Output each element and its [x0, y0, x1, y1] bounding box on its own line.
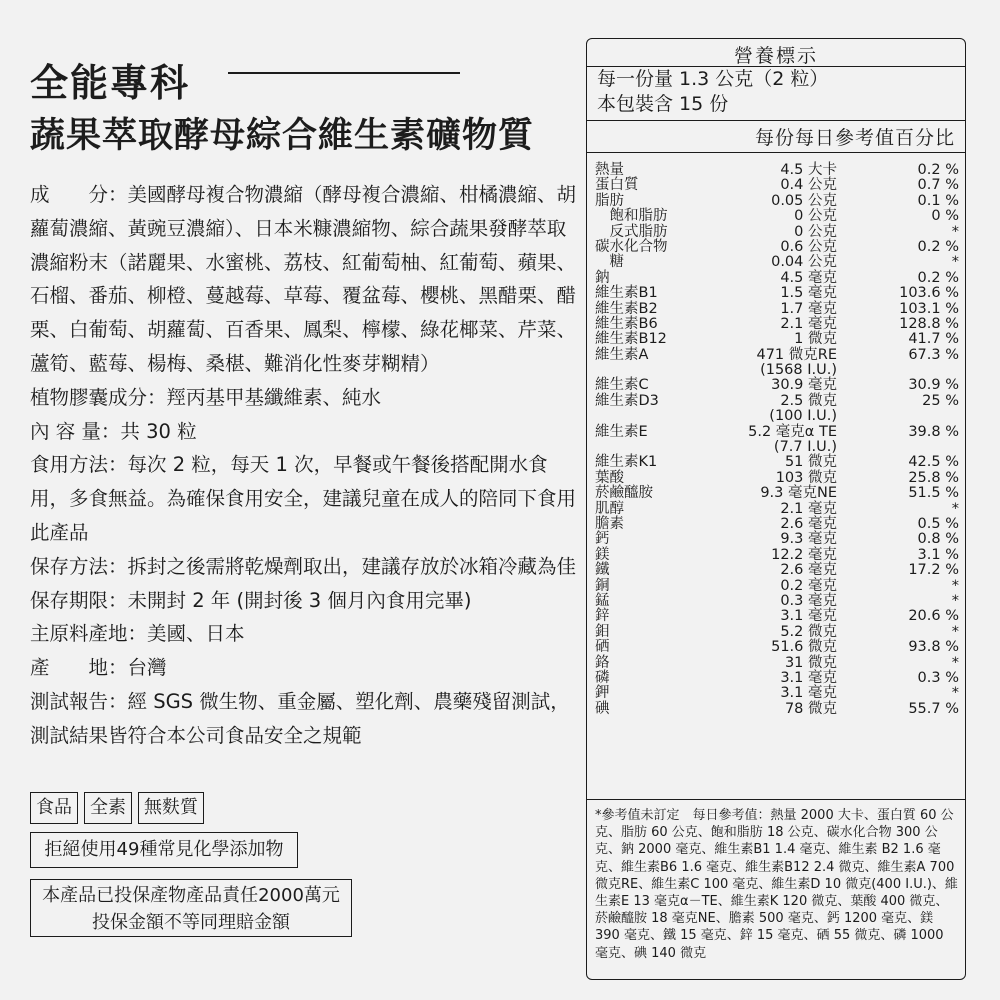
nutrient-daily-value: 128.8 % — [899, 315, 959, 332]
nutrient-name: 銅 — [595, 577, 610, 594]
nutrient-name: 飽和脂肪 — [595, 208, 668, 225]
nutrient-amount: 0.3 毫克 — [780, 592, 837, 609]
usage-directions: 食用方法：每次 2 粒，每天 1 次，早餐或午餐後搭配開水食用，多食無益。為確保食用安全，建議兒童在成人的陪同下食用此產品 — [30, 453, 577, 544]
nutrient-row — [595, 656, 959, 671]
nutrient-row — [595, 486, 959, 501]
product-info — [30, 178, 580, 753]
nutrient-row — [595, 579, 959, 594]
nutrient-daily-value: 103.1 % — [899, 300, 959, 317]
nutrient-amount: 2.6 毫克 — [780, 562, 837, 579]
nutrition-title: 營養標示 — [733, 45, 818, 67]
nutrient-name: 鉀 — [595, 685, 610, 702]
reference-footnote: *參考值未訂定 每日參考值：熱量 2000 大卡、蛋白質 60 公克、脂肪 60 公克、飽和脂肪 18 公克、碳水化合物 300 公克、鈉 2000 毫克、維生素B1 1.4 毫克、維生素 B2 1.6 毫克、維生素B6 1.6 毫克、維生素B12 2.4 微克、維生素A 700 微克RE、維生素C 100 毫克、維生素D 10 微克(400 I.U.)、維生素E 13 毫克α－TE、維生素K 120 微克、葉酸 400 微克、菸鹼醯胺 18 毫克NE、膽素 500 毫克、鈣 1200 毫克、鎂 390 毫克、鐵 15 毫克、鋅 15 毫克、硒 55 微克、磷 1000 毫克、碘 140 微克 — [595, 808, 958, 961]
nutrient-daily-value: 67.3 % — [908, 346, 959, 363]
nutrient-daily-value: 55.7 % — [908, 700, 959, 717]
nutrient-name: 蛋白質 — [595, 177, 639, 194]
nutrient-row — [595, 255, 959, 270]
nutrient-amount: 0.4 公克 — [780, 177, 837, 194]
nutrient-row — [595, 302, 959, 317]
nutrient-row — [595, 625, 959, 640]
nutrient-row — [595, 425, 959, 440]
capsule-ingredients: 植物膠囊成分：羥丙基甲基纖維素、純水 — [30, 385, 382, 409]
nutrient-amount: 0.2 毫克 — [780, 577, 837, 594]
nutrient-daily-value: 17.2 % — [908, 562, 959, 579]
nutrient-name: 碘 — [595, 700, 610, 717]
brand-name: 全能專科 — [30, 61, 191, 105]
nutrient-amount: 51 微克 — [784, 454, 837, 471]
badge-group — [30, 792, 210, 824]
nutrient-name: 鉻 — [595, 654, 610, 671]
nutrient-row — [595, 271, 959, 286]
nutrient-amount: 3.1 毫克 — [780, 608, 837, 625]
nutrient-daily-value: * — [951, 577, 959, 594]
nutrient-amount: 1.7 毫克 — [780, 300, 837, 317]
nutrient-name: 鉬 — [595, 623, 610, 640]
nutrient-amount: 1.5 毫克 — [780, 285, 837, 302]
nutrient-row — [595, 671, 959, 686]
nutrient-name: 鋅 — [595, 608, 610, 625]
nutrient-name: 硒 — [595, 639, 610, 656]
nutrient-row — [595, 640, 959, 655]
nutrient-row — [595, 225, 959, 240]
nutrient-amount: (1568 I.U.) — [760, 362, 837, 379]
nutrient-amount: 4.5 毫克 — [780, 269, 837, 286]
nutrient-daily-value: 0 % — [931, 208, 959, 225]
nutrient-row — [595, 178, 959, 193]
insurance-line-1: 本產品已投保產物產品責任2000萬元 — [42, 885, 340, 906]
nutrient-row — [595, 317, 959, 332]
nutrient-row — [595, 409, 959, 424]
nutrient-name: 膽素 — [595, 515, 624, 532]
nutrient-amount: 5.2 微克 — [780, 623, 837, 640]
nutrient-daily-value: 20.6 % — [908, 608, 959, 625]
nutrient-amount: 2.1 毫克 — [780, 500, 837, 517]
nutrient-daily-value: 0.1 % — [917, 192, 959, 209]
nutrient-amount: 9.3 毫克NE — [760, 485, 837, 502]
nutrient-row — [595, 702, 959, 717]
nutrient-name: 維生素C — [595, 377, 649, 394]
nutrient-daily-value: * — [951, 685, 959, 702]
nutrient-daily-value: 25 % — [922, 392, 959, 409]
nutrient-name: 維生素E — [595, 423, 648, 440]
nutrient-daily-value: 0.3 % — [917, 669, 959, 686]
raw-material-origin: 主原料產地：美國、日本 — [30, 622, 245, 646]
nutrient-daily-value: 30.9 % — [908, 377, 959, 394]
nutrient-name: 維生素B12 — [595, 331, 667, 348]
column-header: 每份每日參考值百分比 — [754, 127, 955, 149]
nutrient-row — [595, 286, 959, 301]
additive-free-notice: 拒絕使用49種常見化學添加物 — [30, 832, 298, 868]
nutrient-amount: 0.05 公克 — [771, 192, 837, 209]
nutrient-name: 菸鹼醯胺 — [595, 485, 653, 502]
badge-vegan: 全素 — [84, 792, 132, 824]
nutrient-daily-value: 25.8 % — [908, 469, 959, 486]
nutrient-amount: 103 微克 — [775, 469, 837, 486]
nutrient-daily-value: 51.5 % — [908, 485, 959, 502]
nutrient-name: 碳水化合物 — [595, 238, 668, 255]
nutrient-daily-value: 0.2 % — [917, 238, 959, 255]
nutrient-amount: 1 微克 — [794, 331, 837, 348]
nutrient-amount: 2.1 毫克 — [780, 315, 837, 332]
insurance-line-2: 投保金額不等同理賠金額 — [92, 912, 290, 933]
nutrient-name: 反式脂肪 — [595, 223, 668, 240]
nutrient-name: 維生素D3 — [595, 392, 659, 409]
nutrient-daily-value: 41.7 % — [908, 331, 959, 348]
nutrient-amount: (100 I.U.) — [769, 408, 837, 425]
nutrient-row — [595, 594, 959, 609]
serving-info — [597, 67, 828, 117]
nutrient-daily-value: 0.2 % — [917, 162, 959, 178]
nutrient-amount: 3.1 毫克 — [780, 685, 837, 702]
nutrient-daily-value: * — [951, 623, 959, 640]
nutrient-row — [595, 532, 959, 547]
nutrient-name: 鈉 — [595, 269, 610, 286]
storage-method: 保存方法：拆封之後需將乾燥劑取出，建議存放於冰箱冷藏為佳 — [30, 554, 577, 578]
divider — [587, 799, 965, 800]
nutrient-row — [595, 348, 959, 363]
nutrient-daily-value: 3.1 % — [917, 546, 959, 563]
nutrient-row — [595, 502, 959, 517]
nutrient-amount: 2.6 毫克 — [780, 515, 837, 532]
nutrient-row — [595, 194, 959, 209]
nutrient-amount: 12.2 毫克 — [771, 546, 837, 563]
nutrient-name: 維生素B1 — [595, 285, 658, 302]
nutrient-name: 鈣 — [595, 531, 610, 548]
nutrient-name: 脂肪 — [595, 192, 624, 209]
brand-divider — [228, 72, 460, 74]
shelf-life: 保存期限：未開封 2 年 (開封後 3 個月內食用完畢) — [30, 588, 472, 612]
servings-per-package: 本包裝含 15 份 — [597, 93, 729, 115]
ingredients: 成 分：美國酵母複合物濃縮（酵母複合濃縮、柑橘濃縮、胡蘿蔔濃縮、黃豌豆濃縮）、日本米糠濃縮物、綜合蔬果發酵萃取濃縮粉末（諾麗果、水蜜桃、荔枝、紅葡萄柚、紅葡萄、蘋果、石榴、番茄、柳橙、蔓越莓、草莓、覆盆莓、櫻桃、黑醋栗、醋栗、白葡萄、胡蘿蔔、百香果、鳳梨、檸檬、綠花椰菜、芹菜、蘆筍、藍莓、楊梅、桑椹、難消化性麥芽糊精） — [30, 183, 577, 375]
nutrient-daily-value: 0.8 % — [917, 531, 959, 548]
nutrient-row — [595, 163, 959, 178]
nutrient-amount: (7.7 I.U.) — [773, 439, 837, 456]
divider — [587, 152, 965, 153]
nutrient-name: 磷 — [595, 669, 610, 686]
nutrient-daily-value: 42.5 % — [908, 454, 959, 471]
nutrient-amount: 471 微克RE — [756, 346, 837, 363]
nutrient-daily-value: 0.7 % — [917, 177, 959, 194]
place-of-origin: 產 地：台灣 — [30, 656, 167, 680]
nutrient-amount: 5.2 毫克α TE — [748, 423, 837, 440]
test-report: 測試報告：經 SGS 微生物、重金屬、塑化劑、農藥殘留測試，測試結果皆符合本公司食品安全之規範 — [30, 689, 570, 747]
nutrient-daily-value: * — [951, 254, 959, 271]
nutrition-facts-panel — [586, 38, 966, 980]
nutrient-name: 維生素B2 — [595, 300, 658, 317]
nutrient-name: 鐵 — [595, 562, 610, 579]
nutrient-row — [595, 209, 959, 224]
nutrient-amount: 9.3 毫克 — [780, 531, 837, 548]
nutrient-daily-value: * — [951, 500, 959, 517]
insurance-notice — [30, 879, 352, 937]
nutrient-row — [595, 517, 959, 532]
nutrient-row — [595, 332, 959, 347]
nutrient-daily-value: * — [951, 654, 959, 671]
nutrient-row — [595, 563, 959, 578]
product-title: 蔬果萃取酵母綜合維生素礦物質 — [30, 116, 535, 156]
nutrient-daily-value: 39.8 % — [908, 423, 959, 440]
nutrient-amount: 51.6 微克 — [771, 639, 837, 656]
badge-gluten-free: 無麩質 — [138, 792, 204, 824]
nutrient-amount: 78 微克 — [784, 700, 837, 717]
nutrient-row — [595, 548, 959, 563]
nutrient-name: 維生素A — [595, 346, 649, 363]
nutrient-amount: 3.1 毫克 — [780, 669, 837, 686]
nutrient-row — [595, 686, 959, 701]
nutrient-daily-value: 93.8 % — [908, 639, 959, 656]
nutrient-amount: 0 公克 — [794, 223, 837, 240]
nutrient-name: 糖 — [595, 254, 624, 271]
badge-food: 食品 — [30, 792, 78, 824]
nutrient-amount: 30.9 毫克 — [771, 377, 837, 394]
nutrient-rows — [595, 163, 959, 717]
nutrient-name: 肌醇 — [595, 500, 624, 517]
nutrient-daily-value: * — [951, 592, 959, 609]
nutrient-daily-value: 0.2 % — [917, 269, 959, 286]
nutrient-row — [595, 394, 959, 409]
nutrient-name: 鎂 — [595, 546, 610, 563]
nutrient-amount: 0.6 公克 — [780, 238, 837, 255]
nutrient-row — [595, 455, 959, 470]
nutrient-daily-value: 0.5 % — [917, 515, 959, 532]
nutrient-row — [595, 471, 959, 486]
nutrient-name: 葉酸 — [595, 469, 624, 486]
nutrient-amount: 0.04 公克 — [771, 254, 837, 271]
serving-size: 每一份量 1.3 公克（2 粒） — [597, 68, 829, 90]
nutrient-row — [595, 378, 959, 393]
nutrient-name: 熱量 — [595, 162, 624, 178]
net-content: 內 容 量：共 30 粒 — [30, 419, 197, 443]
nutrient-amount: 2.5 微克 — [780, 392, 837, 409]
divider — [587, 120, 965, 121]
nutrient-name: 錳 — [595, 592, 610, 609]
nutrient-daily-value: 103.6 % — [899, 285, 959, 302]
nutrient-amount: 0 公克 — [794, 208, 837, 225]
nutrient-name: 維生素B6 — [595, 315, 658, 332]
nutrient-amount: 31 微克 — [784, 654, 837, 671]
nutrient-name: 維生素K1 — [595, 454, 658, 471]
nutrient-daily-value: * — [951, 223, 959, 240]
nutrient-row — [595, 609, 959, 624]
nutrient-amount: 4.5 大卡 — [780, 162, 837, 178]
